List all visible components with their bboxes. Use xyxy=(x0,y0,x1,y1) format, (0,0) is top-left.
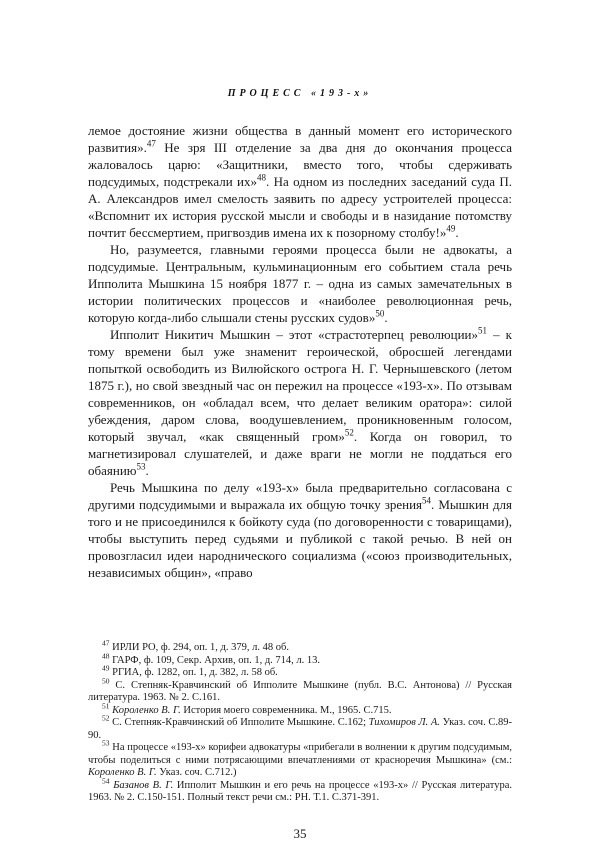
text-run: С. Степняк-Кравчинский об Ипполите Мышкине (публ. В.С. Антонова) // Русская литература. 1963. № 2. С.161. xyxy=(88,679,512,703)
text-run: Речь Мышкина по делу «193-х» была предварительно согласована с другими подсудимыми и выражала их общую точку зрения xyxy=(88,480,512,512)
text-run: . Мышкин для того и не присоединился к бойкоту суда (по договоренности с товарищами), чтобы выступить перед судьями и публикой с такой речью. В ней он провозгласил идеи народнического социализма («союз производительных, независимых общин», «право xyxy=(88,497,512,580)
paragraph xyxy=(88,122,512,241)
text-run: Указ. соч. С.712.) xyxy=(156,767,237,778)
footnote-ref: 54 xyxy=(422,495,432,506)
text-run: На процессе «193-х» корифеи адвокатуры «прибегали в волнении к другим подсудимым, чтобы поделиться с ними потрясающими впечатлениями от красноречия Мышкина» (см.: xyxy=(88,742,512,766)
footnote-number: 47 xyxy=(102,638,110,648)
footnote xyxy=(88,663,512,680)
footnote-number: 52 xyxy=(102,713,110,723)
text-run: Указ. соч. С.89-90. xyxy=(88,717,512,741)
footnote xyxy=(88,701,512,718)
text-run: ГАРФ, ф. 109, Секр. Архив, оп. 1, д. 714, л. 13. xyxy=(109,654,321,666)
footnote-ref: 50 xyxy=(375,308,385,319)
footnote-ref: 53 xyxy=(136,461,146,472)
text-italic: Короленко В. Г. xyxy=(88,767,157,778)
text-run: РГИА, ф. 1282, оп. 1, д. 382, л. 58 об. xyxy=(109,667,278,678)
text-run: лемое достояние жизни общества в данный момент его исторического развития». xyxy=(88,123,512,155)
footnote xyxy=(88,776,513,805)
footnote xyxy=(88,676,512,705)
footnote-ref: 48 xyxy=(257,172,266,183)
text-run: Ипполит Никитич Мышкин – этот «страстотерпец революции» xyxy=(110,327,479,342)
text-italic: Тихомиров Л. А. xyxy=(368,717,440,728)
footnote xyxy=(88,738,512,780)
text-run: . xyxy=(384,310,388,325)
text-run: – к тому времени был уже знаменит героической, обросшей легендами попыткой освободить из Вилюйского острога Н. Г. Чернышевского (летом 1875 г.), но свой звездный час он пережил на процессе «193-х». По отзывам современников, он «обладал всем, что делает великим оратора»: силой убеждения, даром слова, воодушевлением, проникновенным голосом, который звучал, «как священный гром» xyxy=(88,327,512,444)
paragraph xyxy=(88,241,512,326)
paragraph xyxy=(88,479,512,581)
text-run: . xyxy=(455,225,459,240)
text-italic: Короленко В. Г. xyxy=(109,704,181,716)
footnote-number: 50 xyxy=(102,676,110,685)
footnote-ref: 51 xyxy=(478,325,488,336)
footnote xyxy=(88,651,512,668)
text-run: Не зря III отделение за два дня до окончания процесса жаловалось царю: «Защитники, вместо того, чтобы сдерживать подсудимых, подстрекали их» xyxy=(88,140,512,189)
footnote-ref: 49 xyxy=(446,223,456,234)
footnote xyxy=(88,638,512,655)
footnotes xyxy=(88,638,513,805)
footnote xyxy=(88,713,512,742)
running-header: ПРОЦЕСС «193-х» xyxy=(227,88,373,99)
text-run: Но, разумеется, главными героями процесса были не адвокаты, а подсудимые. Центральным, кульминационным его событием стала речь Ипполита Мышкина 15 ноября 1877 г. – одна из самых замечательных в истории политических процессов и «наиболее революционная речь, которую когда-либо слышали стены русских судов» xyxy=(88,242,512,325)
footnote-number: 51 xyxy=(102,701,110,710)
text-run: . На одном из последних заседаний суда П. А. Александров имел смелость заявить по адресу устроителей процесса: «Вспомнит их история русской мысли и свободы и в назидание потомству почтит бессмертием, пригвоздив имена их к позорному столбу!» xyxy=(88,174,512,240)
footnote-number: 53 xyxy=(102,738,110,748)
footnote-number: 49 xyxy=(102,663,110,673)
footnote-ref: 47 xyxy=(146,138,156,149)
text-run: . xyxy=(145,463,149,478)
text-run: ИРЛИ РО, ф. 294, оп. 1, д. 379, л. 48 об. xyxy=(109,642,289,653)
footnote-number: 54 xyxy=(102,776,110,785)
text-italic: Базанов В. Г. xyxy=(109,779,174,791)
text-run: История моего современника. М., 1965. С.715. xyxy=(180,704,392,716)
text-run: С. Степняк-Кравчинский об Ипполите Мышкине. С.162; xyxy=(109,717,369,728)
body-text xyxy=(88,122,512,581)
page-number: 35 xyxy=(293,826,307,841)
text-run: Ипполит Мышкин и его речь на процессе «193-х» // Русская литература. 1963. № 2. С.150-151. Полный текст речи см.: РН. Т.1. С.371-391. xyxy=(88,779,513,803)
footnote-ref: 52 xyxy=(344,427,354,438)
footnote-number: 48 xyxy=(102,651,110,660)
paragraph xyxy=(88,326,512,479)
text-run: . Когда он говорил, то магнетизировал слушателей, и даже враги не могли не поддаться его обаянию xyxy=(88,429,513,478)
